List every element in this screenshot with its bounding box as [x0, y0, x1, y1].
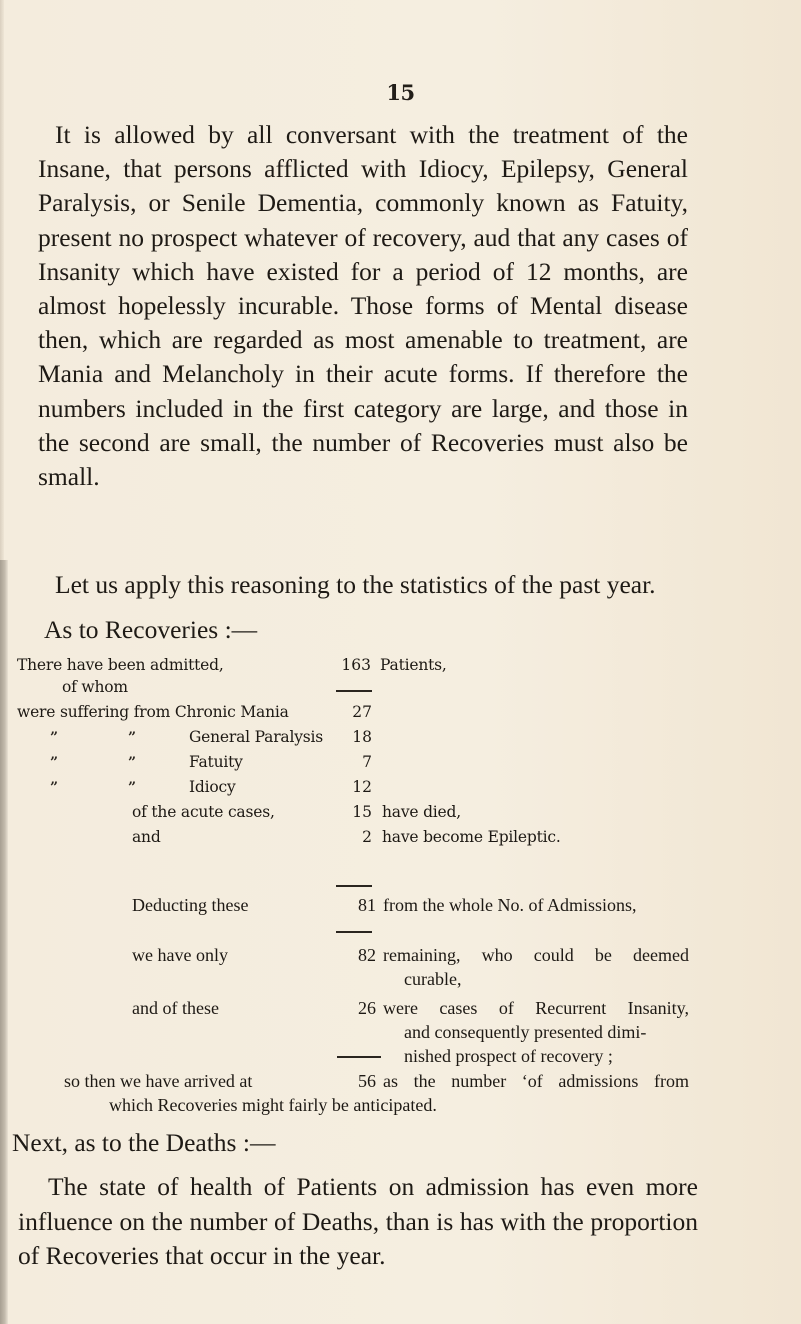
remaining-note-line2: curable, — [404, 969, 462, 989]
reasoning-paragraph — [38, 568, 688, 602]
admitted-label: There have been admitted, — [17, 656, 224, 674]
deaths-paragraph-text: The state of health of Patients on admission has even more influence on the number of Deaths, than is has with the proportion of Recoveries that occur in the year. — [18, 1172, 698, 1270]
remaining-note-line1: remaining, who could be deemed — [383, 945, 689, 965]
reasoning-paragraph-text: Let us apply this reasoning to the statistics of the past year. — [55, 570, 656, 599]
arrived-note-line2: which Recoveries might fairly be anticipated. — [109, 1095, 437, 1115]
of-whom-label: of whom — [62, 678, 128, 696]
recurrent-note-line1: were cases of Recurrent Insanity, — [383, 998, 689, 1018]
deaths-heading: Next, as to the Deaths :— — [12, 1128, 276, 1157]
recurrent-label: and of these — [132, 998, 219, 1018]
remaining-label: we have only — [132, 945, 228, 965]
fatuity-label: Fatuity — [189, 753, 243, 771]
intro-paragraph-text: It is allowed by all conversant with the treatment of the Insane, that persons afflicted with Idiocy, Epilepsy, General Paralysis, or Senile Dementia, commonly known as Fatuity, present no prospect whatever of recovery, aud that any cases of Insanity which have existed for a period of 12 months, are almost hopelessly incurable. Those forms of Mental disease then, which are regarded as most amenable to treatment, are Mania and Melancholy in their acute forms. If therefore the numbers included in the first category are large, and those in the second are small, the number of Recoveries must also be small. — [38, 120, 688, 492]
ditto-mark: ” — [50, 730, 58, 746]
arrived-note-line1: as the number ʻof admissions from — [383, 1071, 689, 1091]
suffering-label: were suffering from Chronic Mania — [17, 703, 289, 721]
page-number: 15 — [386, 80, 415, 105]
idiocy-value: 12 — [352, 778, 372, 796]
general-paralysis-label: General Paralysis — [189, 728, 324, 746]
general-paralysis-value: 18 — [352, 728, 372, 746]
ditto-mark: ” — [128, 730, 136, 746]
recurrent-note-line2: and consequently presented dimi- — [404, 1022, 647, 1042]
sum-rule — [336, 690, 372, 692]
acute-died-value: 15 — [352, 803, 372, 821]
arrived-label: so then we have arrived at — [64, 1071, 253, 1091]
deducting-label: Deducting these — [132, 895, 249, 915]
intro-paragraph — [38, 118, 688, 494]
sum-rule — [336, 885, 372, 887]
epileptic-note: have become Epileptic. — [382, 828, 561, 846]
ditto-mark: ” — [50, 755, 58, 771]
sum-rule — [337, 1056, 381, 1058]
page-gutter-shadow — [0, 560, 8, 1324]
deducting-note: from the whole No. of Admissions, — [383, 895, 637, 915]
recoveries-heading: As to Recoveries :— — [44, 615, 258, 644]
ditto-mark: ” — [128, 755, 136, 771]
recurrent-value: 26 — [358, 998, 376, 1018]
admitted-value: 163 — [341, 656, 371, 674]
deducting-value: 81 — [358, 895, 376, 915]
arrived-value: 56 — [358, 1071, 376, 1091]
idiocy-label: Idiocy — [189, 778, 236, 796]
epileptic-value: 2 — [362, 828, 372, 846]
and-label: and — [132, 828, 161, 846]
remaining-value: 82 — [358, 945, 376, 965]
chronic-mania-value: 27 — [352, 703, 372, 721]
admitted-unit: Patients, — [380, 656, 447, 674]
acute-cases-label: of the acute cases, — [132, 803, 275, 821]
sum-rule — [336, 931, 372, 933]
ditto-mark: ” — [50, 780, 58, 796]
fatuity-value: 7 — [362, 753, 372, 771]
acute-died-note: have died, — [382, 803, 461, 821]
ditto-mark: ” — [128, 780, 136, 796]
recurrent-note-line3: nished prospect of recovery ; — [404, 1046, 613, 1066]
deaths-paragraph — [18, 1170, 698, 1274]
